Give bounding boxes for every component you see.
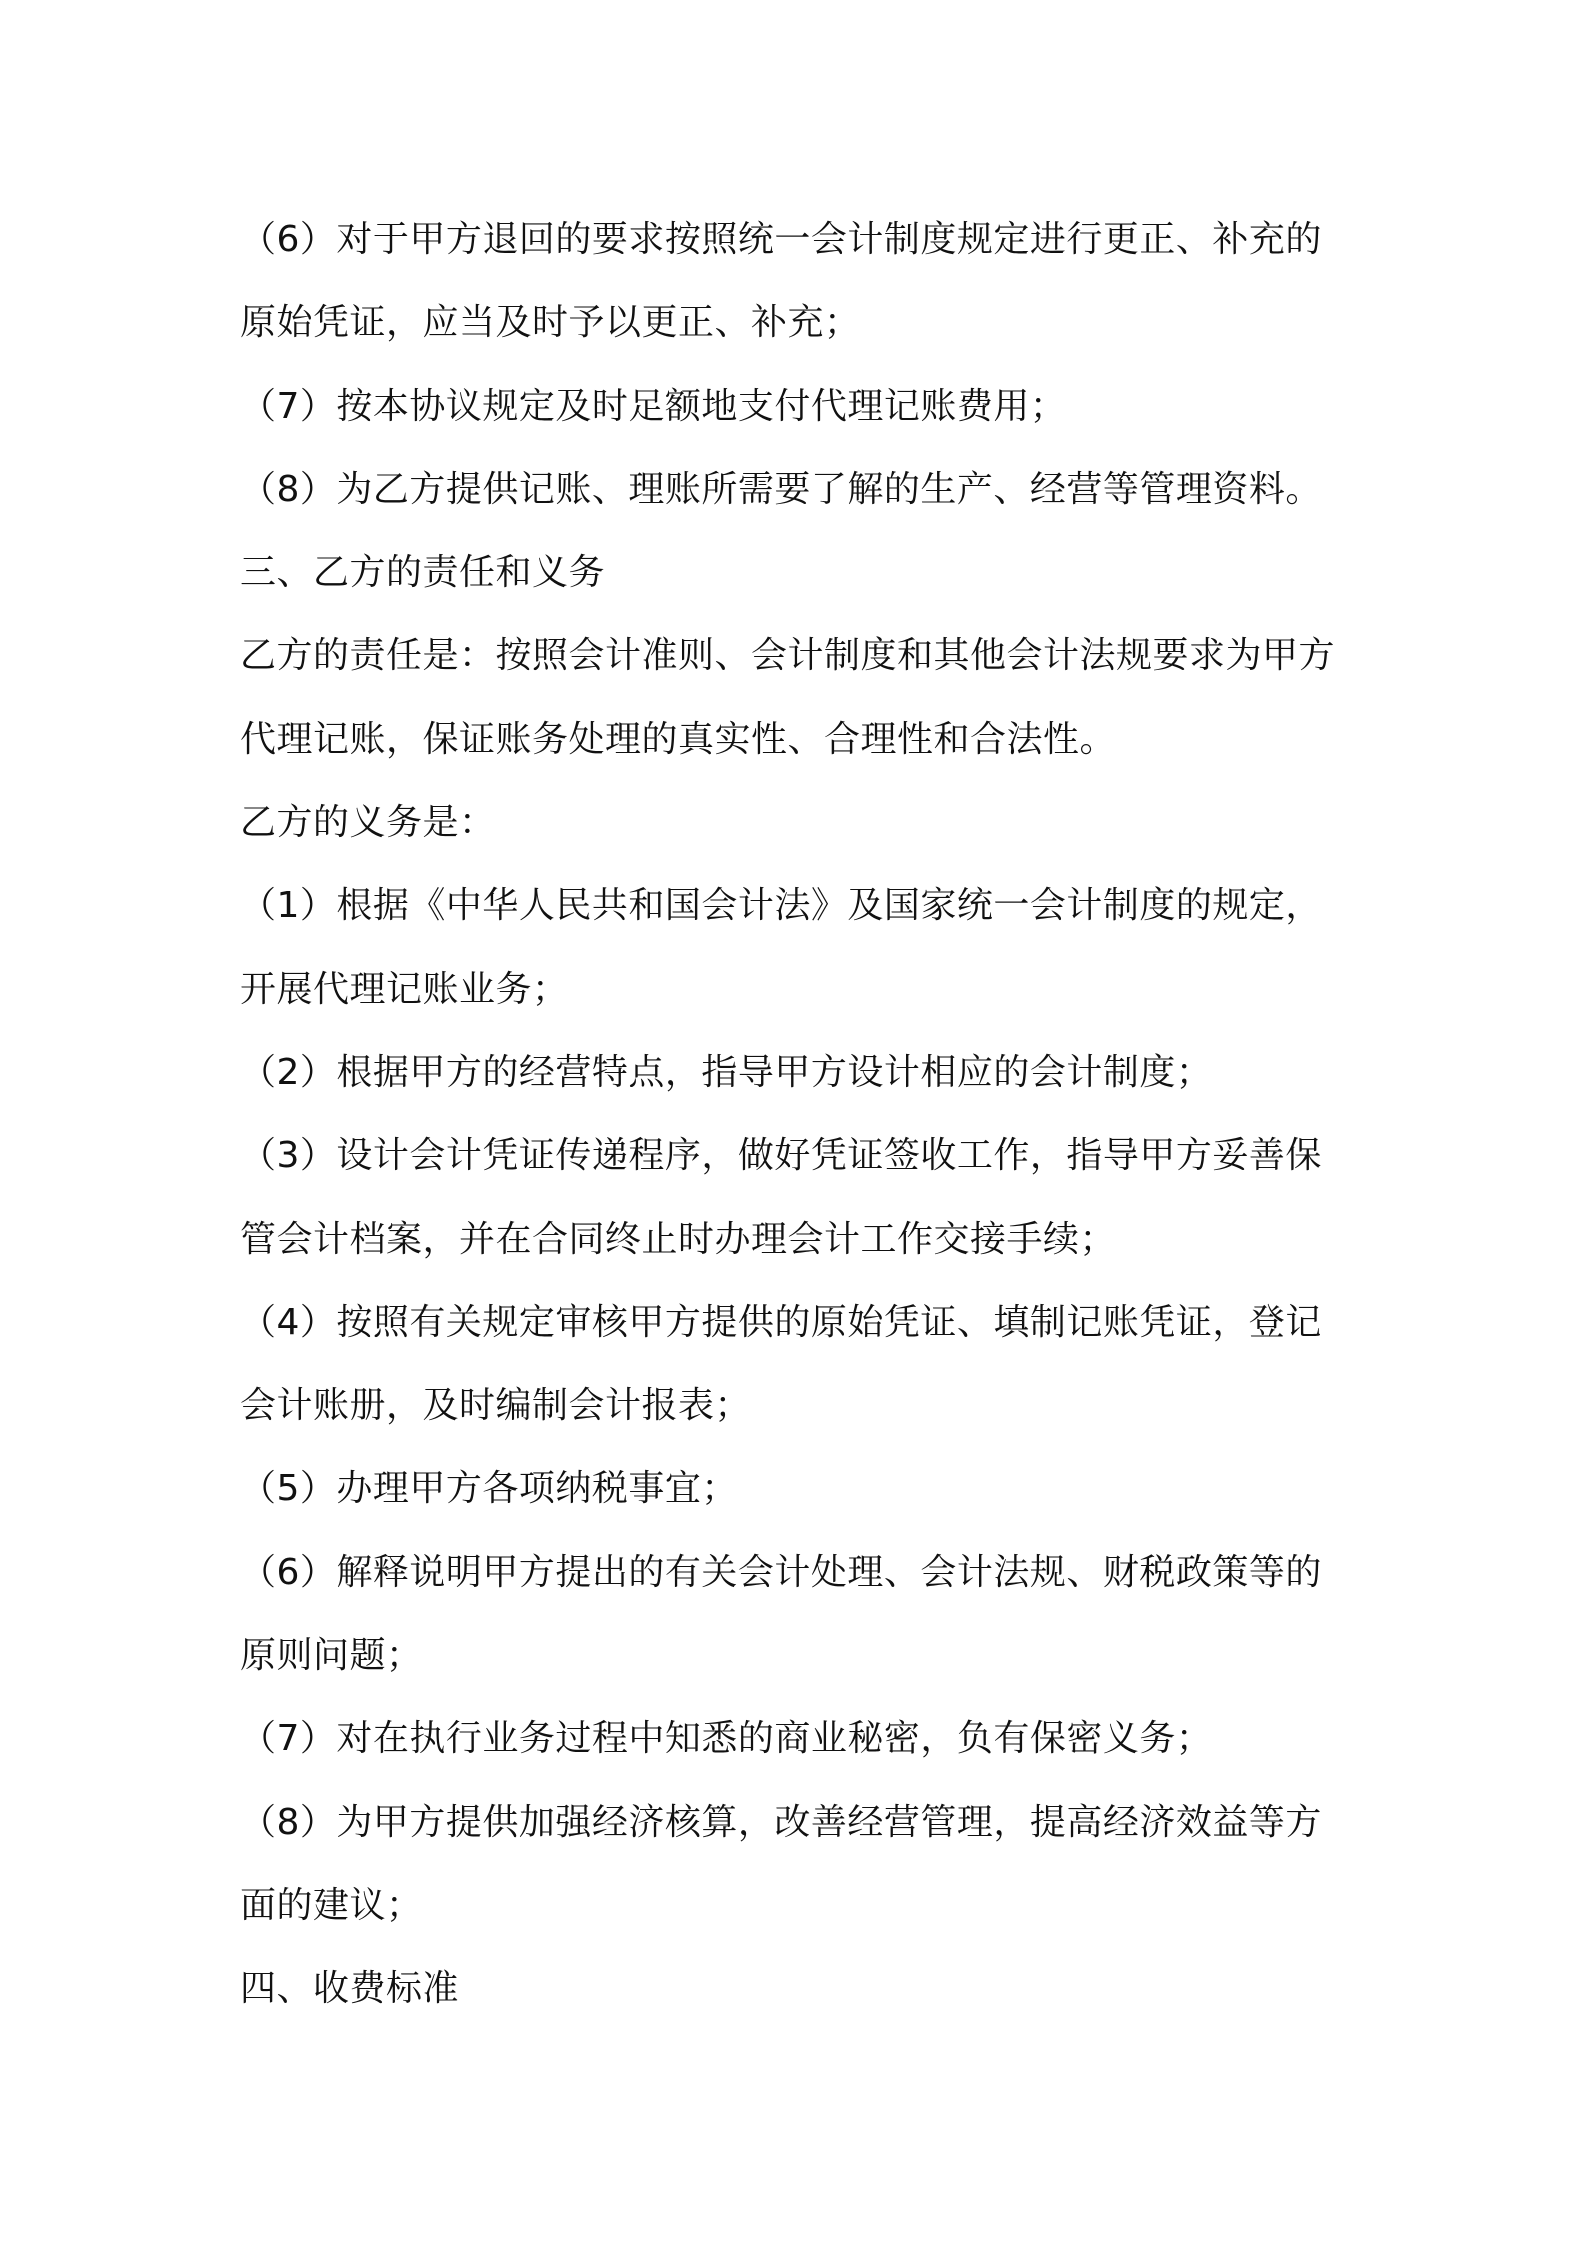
text-line: 原始凭证，应当及时予以更正、补充； (240, 302, 861, 344)
section-heading: 四、收费标准 (240, 1968, 460, 2010)
text-line: 会计账册，及时编制会计报表； (240, 1385, 752, 1427)
text-line: 面的建议； (240, 1884, 423, 1926)
text-line: （7）对在执行业务过程中知悉的商业秘密，负有保密义务； (240, 1718, 1213, 1760)
text-line: 代理记账，保证账务处理的真实性、合理性和合法性。 (240, 718, 1117, 760)
text-line: （4）按照有关规定审核甲方提供的原始凭证、填制记账凭证，登记 (240, 1301, 1322, 1343)
text-line: （8）为乙方提供记账、理账所需要了解的生产、经营等管理资料。 (240, 468, 1322, 510)
text-line: （2）根据甲方的经营特点，指导甲方设计相应的会计制度； (240, 1051, 1213, 1093)
text-line: 乙方的责任是：按照会计准则、会计制度和其他会计法规要求为甲方 (240, 635, 1336, 677)
text-line: （3）设计会计凭证传递程序，做好凭证签收工作，指导甲方妥善保 (240, 1135, 1322, 1177)
text-line: 开展代理记账业务； (240, 968, 569, 1010)
text-line: （5）办理甲方各项纳税事宜； (240, 1468, 738, 1510)
section-heading: 三、乙方的责任和义务 (240, 552, 606, 594)
text-line: （6）解释说明甲方提出的有关会计处理、会计法规、财税政策等的 (240, 1551, 1322, 1593)
text-line: 原则问题； (240, 1635, 423, 1677)
text-line: 乙方的义务是： (240, 802, 496, 844)
text-line: （7）按本协议规定及时足额地支付代理记账费用； (240, 385, 1067, 427)
text-line: （8）为甲方提供加强经济核算，改善经营管理，提高经济效益等方 (240, 1801, 1322, 1843)
text-line: （6）对于甲方退回的要求按照统一会计制度规定进行更正、补充的 (240, 219, 1322, 260)
document-body (240, 198, 1360, 2031)
text-line: 管会计档案，并在合同终止时办理会计工作交接手续； (240, 1218, 1117, 1260)
text-line: （1）根据《中华人民共和国会计法》及国家统一会计制度的规定， (240, 885, 1322, 927)
